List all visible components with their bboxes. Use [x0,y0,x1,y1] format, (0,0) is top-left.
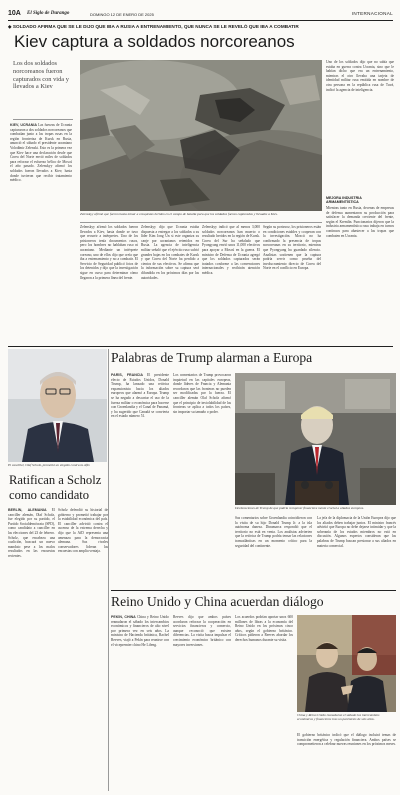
article2-col4: La jefa de la diplomacia de la Unión Europea dijo que los aliados deben trabajar juntos. El ministro francés advirtió que Europa no debe dejarse intimidar y que la soberanía de los estados miembros no está en discusión. Algunos expertos consideran que las palabras de Trump buscan presionar a sus aliados en materia comercial. [317,516,396,548]
article2-col3: Sus comentarios sobre Groenlandia coincidieron con la visita de su hijo Donald Trump Jr. a la isla autónoma danesa. Dinamarca respondió que el territorio no está en venta. Los analistas advierten que la retórica de Trump podría tensar las relaciones transatlánticas en un momento crítico para la seguridad del continente. [235,516,312,548]
section-rule-2 [111,590,396,591]
masthead [8,9,393,19]
article4-col4: El gobierno británico indicó que el diálogo incluirá temas de transición energética y regulación financiera. Ambos países se comprometieron a celebrar nuevas reuniones en los próximos meses. [297,733,396,747]
page-number: 10A [8,10,21,17]
article3-col2: Scholz defendió su historial de gobierno y prometió trabajar por la estabilidad económica del país. El canciller advirtió contra el ascenso de la extrema derecha y dijo que la AfD representa una amenaza para la democracia alemana. Sus rivales conservadores lideran las encuestas con amplia ventaja. [58,508,108,554]
subhead-divider [13,119,73,120]
article1-col1: KIEV, UCRANIA Las fuerzas de Ucrania capturaron a dos soldados norcoreanos que combatían junto a las tropas rusas en la región fronteriza de Kursk en Rusia, anunció el sábado el presidente ucraniano Volodímir Zelenski. Esto es la primera vez que Kiev hace una declaración desde que Corea del Norte envió miles de soldados para reforzar el esfuerzo bélico de Moscú el año pasado. Zelenskyy afirmó los soldados fueron llevados a Kiev, hasta donde tuvieron que recibir tratamiento médico. [10,123,72,183]
headline-uk-china: Reino Unido y China acuerdan diálogo [111,594,324,609]
subhead-kiev: Los dos soldados norcoreanos fueron capturados con vida y llevados a Kiev [13,60,69,91]
headline-scholz: Ratifican a Scholz como candidato [9,473,102,502]
kicker: ◆ SOLDADO AFIRMA QUE SE LE DIJO QUE IBA A RUSIA A ENTRENAMIENTO, QUE NUNCA SE LE REVELÓ QUE IBA A COMBATIR [8,24,299,29]
edition-date: DOMINGO 12 DE ENERO DE 2025 [90,11,154,17]
headline-kiev: Kiev captura a soldados norcoreanos [14,32,295,51]
trump-photo [235,373,396,505]
soldier-photo-caption: Zelenskyy afirmó que fueron hasta minar a conquistas heridos en el campo de batalla para que los soldados fueran capturados y llevados a Kiev. [80,212,278,216]
section-name: INTERNACIONAL [351,11,393,16]
article1-col2: Zelenskyy afirmó los soldados fueron llevados a Kiev, hasta donde se tuvo que recurrir a intérpretes. Uno de los prisioneros tenía documentos rusos, pero los hombres no hablaban ruso ni ucraniano. Mediante un intérprete coreano, uno de ellos dijo que creía que iba a entrenamiento y no a combatir. El Servicio de Seguridad publicó fotos de los detenidos y dijo que la investigación sigue en curso para determinar cómo llegaron a la primera línea del frente. [80,225,138,280]
caption-divider [80,222,322,223]
bullet-icon: ◆ [8,24,13,29]
soldier-photo-art [80,60,322,211]
scholz-portrait-caption: El canciller, Olaf Scholz, prometió un elegido contra la AfD. [8,463,91,467]
soldier-photo [80,60,322,211]
uk-china-photo [297,615,396,712]
trump-photo-art [235,373,396,505]
article3-col1: BERLÍN, ALEMANIA El canciller alemán, Olaf Scholz, fue elegido por su partido, el Partido Socialdemócrata (SPD), como candidato a canciller en las elecciones del 23 de febrero. Scholz, que encabeza una coalición, buscará un nuevo mandato pese a los malos resultados en las encuestas recientes. [8,508,55,558]
article1-col5: Según su portavoz, los prisioneros están en condiciones estables y cooperan con la investigación. Moscú no ha confirmado la presencia de tropas norcoreanas en su territorio, mientras que Pyongyang ha guardado silencio. Analistas sostienen que la captura podría servir como prueba del involucramiento directo de Corea del Norte en el conflicto en Europa. [263,225,321,271]
uk-china-photo-caption: China y Reino Unido reanudaron el sábado los intercambios económicos y financieros tras un paréntesis de seis años. [297,713,380,722]
article1-col3: Zelenskyy dijo que Ucrania estaba dispuesta a entregar a los soldados a su líder Kim Jong Un si este organiza su canje por ucranianos retenidos en Rusia. La agencia de inteligencia militar señaló que el ejército ruso sufrió grandes bajas en los combates de Kursk y que Corea del Norte ha perdido a cientos de sus efectivos. Se afirma que la información sobre su captura será difundida en los próximos días por las autoridades. [141,225,199,280]
article1-col4: Zelenskyy indicó que al menos 3,000 soldados norcoreanos han muerto o resultado heridos en la región de Kursk. Corea del Sur ha señalado que Pyongyang envió unos 11,000 efectivos para apoyar a Moscú en la guerra. El ministro de Defensa de Ucrania agregó que los soldados capturados serán tratados conforme a las convenciones internacionales y recibirán atención médica. [202,225,260,275]
article4-col3: Los acuerdos podrían aportar unos 600 millones de libras a la economía del Reino Unido en los próximos cinco años, según el gobierno británico. Críticos pidieron a Reeves abordar los derechos humanos durante su visita. [235,615,293,642]
article4-col1: PEKÍN, CHINA China y Reino Unido reanudaron el sábado los intercambios económicos y financieros de alto nivel por primera vez en seis años. La ministra de Hacienda británica, Rachel Reeves, viajó a Pekín para reunirse con el vicepremier chino He Lifeng. [111,615,169,647]
article1-side-col: Uno de los soldados dijo que no sabía que estaba en guerra contra Ucrania, sino que le habían dicho que era un entrenamiento, mientras el otro llevaba una tarjeta de identidad militar rusa emitida en nombre de otra persona en la república rusa de Tuvá, indicó la agencia de inteligencia. [326,60,394,92]
subhead-label-armamento: MEJORA INDUSTRIA ARMAMENTÍSTICA [326,196,362,205]
article2-col2: Los comentarios de Trump provocaron inquietud en las capitales europeas, donde líderes de Francia y Alemania recordaron que las fronteras no pueden ser modificadas por la fuerza. El canciller alemán Olaf Scholz afirmó que el principio de inviolabilidad de las fronteras se aplica a todos los países, sin importar su tamaño o poder. [173,373,231,414]
newspaper-logo: El Siglo de Durango [27,10,70,16]
article2-col1: PARÍS, FRANCIA El presidente electo de Estados Unidos, Donald Trump, ha lanzado una retórica expansionista hacia los aliados europeos que alarmó a Europa. Trump se ha negado a descartar el uso de la fuerza militar o económica para hacerse con Groenlandia y el Canal de Panamá, y ha sugerido que Canadá se convierta en el estado número 51. [111,373,169,419]
trump-photo-caption: Declaraciones de Trump de que podría recuperar financiera mente crucial a aliados europeos. [235,506,365,510]
scholz-portrait [8,349,107,462]
section-rule-1 [8,346,393,347]
article1-side-col-2: Mientras tanto en Rusia, decenas de empresas de defensa aumentaron su producción para satisfacer la demanda creciente del frente, según el Kremlin. Funcionarios dijeron que la industria armamentística rusa trabaja en turnos continuos para abastecer a las tropas que combaten en Ucrania. [326,206,394,238]
masthead-rule [8,20,393,21]
headline-trump: Palabras de Trump alarman a Europa [111,350,313,365]
scholz-divider [108,349,109,791]
uk-china-photo-art [297,615,396,712]
article4-col2: Reeves dijo que ambos países acordaron reforzar la cooperación en servicios financieros y comercio, aunque reconoció que existen diferencias. La visita busca impulsar el crecimiento económico británico con mayores inversiones. [173,615,231,647]
scholz-portrait-art [8,349,107,462]
